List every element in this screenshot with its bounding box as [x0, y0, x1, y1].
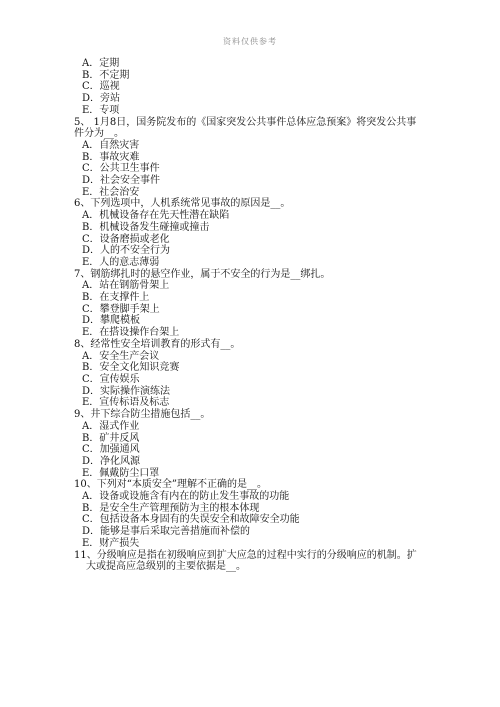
question-text: 6、下列选项中，人机系统常见事故的原因是__。: [74, 198, 291, 210]
answer-option: B．是安全生产管理预防为主的根本体现: [82, 502, 260, 514]
answer-option: B．矿井反风: [82, 432, 140, 444]
answer-option: A．定期: [82, 58, 120, 69]
question-list: [74, 58, 434, 573]
answer-option: C．加强通风: [82, 444, 140, 456]
question-text: 7、钢筋绑扎时的悬空作业，属于不安全的行为是__绑扎。: [74, 268, 331, 280]
answer-option: D．攀爬模板: [82, 315, 141, 327]
answer-option: D．净化风源: [82, 455, 141, 467]
answer-option: E．人的意志薄弱: [82, 256, 160, 268]
page-watermark: 资料仅供参考: [223, 37, 277, 46]
answer-option: B．安全文化知识竞赛: [82, 362, 180, 374]
answer-option: A．机械设备存在先天性潜在缺陷: [82, 210, 230, 222]
answer-option: A．湿式作业: [82, 420, 140, 432]
answer-option: E．宣传标语及标志: [82, 397, 170, 409]
answer-option: B．机械设备发生碰撞或撞击: [82, 221, 210, 233]
answer-option: B．不定期: [82, 69, 130, 81]
answer-option: E．在搭设操作台架上: [82, 327, 180, 339]
answer-option: E．财产损失: [82, 537, 140, 549]
answer-option: A．自然灾害: [82, 139, 140, 151]
answer-option: C．包括设备本身固有的失误安全和故障安全功能: [82, 514, 300, 526]
answer-option: C．巡视: [82, 81, 120, 93]
question-text: 5、 1月8日，国务院发布的《国家突发公共事件总体应急预案》将突发公共事: [74, 116, 417, 128]
answer-option: B．事故灾难: [82, 151, 140, 163]
answer-option: E．社会治安: [82, 186, 140, 198]
answer-option: A．站在钢筋骨架上: [82, 280, 170, 292]
question-text: 8、经常性安全培训教育的形式有__。: [74, 338, 241, 350]
answer-option: C．设备磨损或老化: [82, 233, 170, 245]
question-text: 11、分级响应是指在初级响应到扩大应急的过程中实行的分级响应的机制。扩: [74, 549, 417, 561]
answer-option: C．攀登脚手架上: [82, 303, 160, 315]
question-text-continued: 大或提高应急级别的主要依据是__。: [86, 561, 246, 573]
answer-option: B．在支撑件上: [82, 292, 150, 304]
answer-option: E．专项: [82, 104, 120, 116]
answer-option: C．宣传娱乐: [82, 373, 140, 385]
answer-option: D．能够是事后采取完善措施而补偿的: [82, 526, 251, 538]
question-text: 件分为__。: [74, 128, 124, 140]
question-text: 9、井下综合防尘措施包括__。: [74, 409, 211, 421]
answer-option: A．设备或设施含有内在的防止发生事故的功能: [82, 491, 290, 503]
question-text: 10、下列对“本质安全”理解不正确的是__。: [74, 479, 267, 491]
answer-option: D．人的不安全行为: [82, 245, 171, 257]
answer-option: D．旁站: [82, 93, 121, 105]
answer-option: C．公共卫生事件: [82, 163, 160, 175]
answer-option: D．社会安全事件: [82, 175, 161, 187]
answer-option: A．安全生产会议: [82, 350, 160, 362]
answer-option: D．实际操作演练法: [82, 385, 171, 397]
answer-option: E．佩戴防尘口罩: [82, 467, 160, 479]
